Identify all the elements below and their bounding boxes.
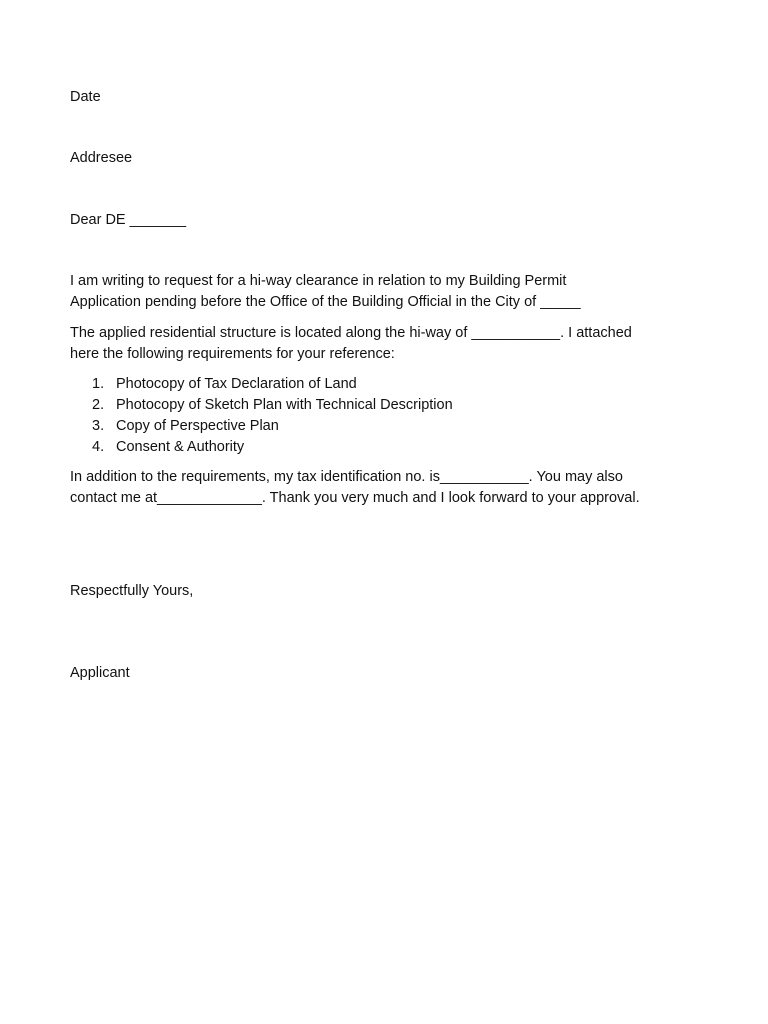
signature-line: Applicant	[70, 665, 130, 681]
request-paragraph	[70, 271, 690, 313]
closing-line: Respectfully Yours,	[70, 583, 194, 599]
paragraph-line: The applied residential structure is located along the hi-way of ___________. I attached	[70, 325, 632, 341]
contact-paragraph	[70, 467, 690, 509]
list-item-text: Consent & Authority	[116, 439, 245, 455]
addressee-line: Addresee	[70, 150, 133, 166]
list-item-text: Photocopy of Tax Declaration of Land	[116, 376, 357, 392]
paragraph-line: contact me at_____________. Thank you very much and I look forward to your approval.	[70, 490, 640, 506]
date-line: Date	[70, 89, 101, 105]
list-number: 1.	[92, 376, 105, 392]
paragraph-line: In addition to the requirements, my tax identification no. is___________. You may also	[70, 469, 623, 485]
list-item	[70, 374, 453, 395]
paragraph-line: here the following requirements for your reference:	[70, 346, 395, 362]
paragraph-line: Application pending before the Office of the Building Official in the City of _____	[70, 294, 581, 310]
paragraph-line: I am writing to request for a hi-way clearance in relation to my Building Permit	[70, 273, 567, 289]
location-paragraph	[70, 323, 690, 365]
salutation: Dear DE _______	[70, 212, 187, 228]
list-item	[70, 437, 453, 458]
requirements-list	[70, 374, 453, 458]
list-item-text: Copy of Perspective Plan	[116, 418, 279, 434]
list-item	[70, 416, 453, 437]
list-item-text: Photocopy of Sketch Plan with Technical Description	[116, 397, 453, 413]
list-number: 2.	[92, 397, 105, 413]
list-item	[70, 395, 453, 416]
list-number: 4.	[92, 439, 105, 455]
list-number: 3.	[92, 418, 105, 434]
